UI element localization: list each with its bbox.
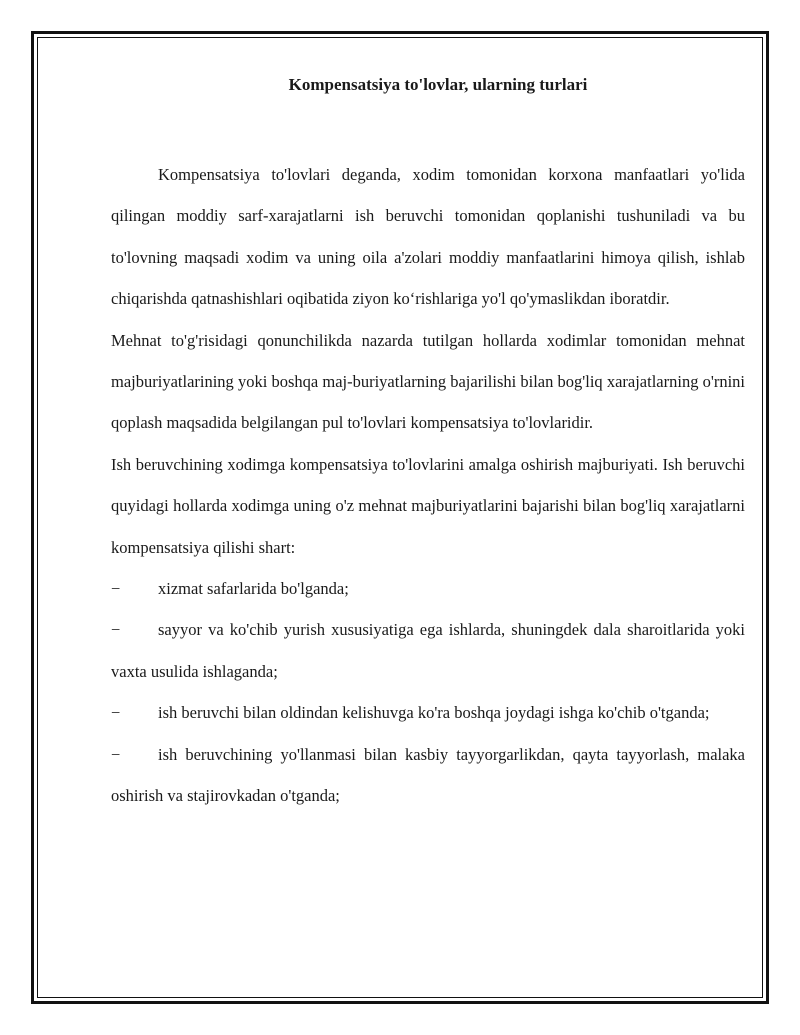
dash-bullet-icon: − [111,703,121,723]
paragraph-employer-obligation: Ish beruvchining xodimga kompensatsiya to'lovlarini amalga oshirish majburiyati. Ish beruvchi quyidagi hollarda xodimga uning o'z mehnat majburiyatlarini bajarishi bilan bog'liq xarajatlarni kompensatsiya qilishi shart: [111,454,745,557]
list-item [111,734,745,817]
list-item-text: ish beruvchi bilan oldindan kelishuvga ko'ra boshqa joydagi ishga ko'chib o'tganda; [158,703,710,723]
list-item [111,692,745,733]
dash-bullet-icon: − [111,579,121,599]
list-item-text: xizmat safarlarida bo'lganda; [158,579,349,599]
dash-bullet-icon: − [111,620,121,640]
dash-bullet-icon: − [111,744,121,764]
document-body [111,72,745,817]
document-title: Kompensatsiya to'lovlar, ularning turlari [288,75,588,94]
list-item-text: sayyor va ko'chib yurish xususiyatiga ega ishlarda, shuningdek dala sharoitlarida yoki vaxta usulida ishlaganda; [111,620,745,681]
paragraph-definition: Kompensatsiya to'lovlari deganda, xodim tomonidan korxona manfaatlari yo'lida qilingan moddiy sarf-xarajatlarni ish beruvchi tomonidan qoplanishi tushuniladi va bu to'lovning maqsadi xodim va uning oila a'zolari moddiy manfaatlarini himoya qilish, ishlab chiqarishda qatnashishlari oqibatida ziyon ko‘rishlariga yo'l qo'ymaslikdan iboratdir. [111,165,745,309]
list-item-text: ish beruvchining yo'llanmasi bilan kasbiy tayyorgarlikdan, qayta tayyorlash, malaka oshirish va stajirovkadan o'tganda; [111,744,745,806]
list-item [111,568,745,609]
list-item [111,609,745,692]
paragraph-legislation: Mehnat to'g'risidagi qonunchilikda nazarda tutilgan hollarda xodimlar tomonidan mehnat majburiyatlarining yoki boshqa maj-buriyatlarning bajarilishi bilan bog'liq xarajatlarning o'rnini qoplash maqsadida belgilangan pul to'lovlari kompensatsiya to'lovlaridir. [111,330,745,433]
